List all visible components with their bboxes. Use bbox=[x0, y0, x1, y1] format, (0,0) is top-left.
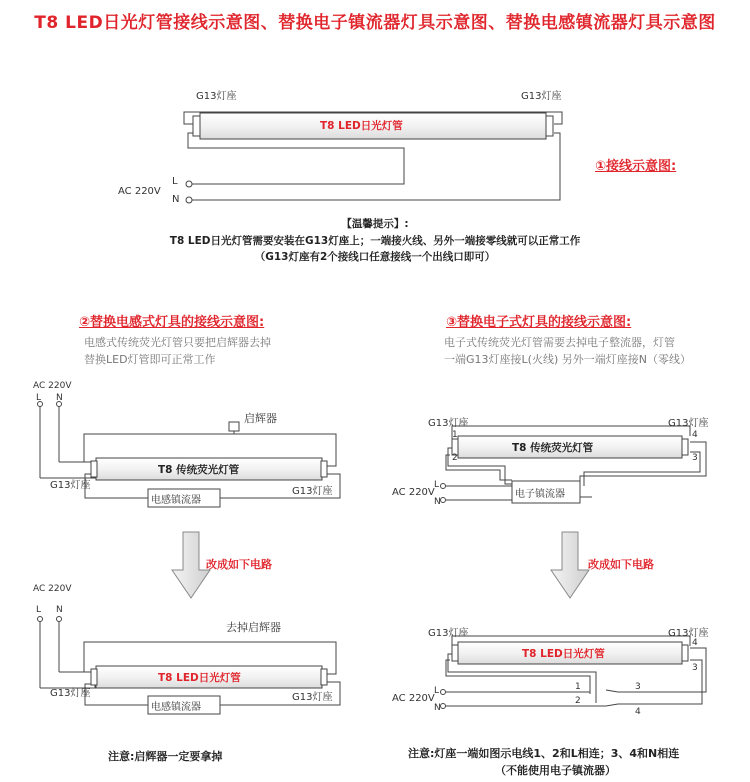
ballast-label: 电感镇流器 bbox=[151, 702, 201, 713]
g13-label-right: G13灯座 bbox=[668, 418, 709, 429]
arrow-label: 改成如下电路 bbox=[588, 558, 654, 571]
desc-line-2: 一端G13灯座接L(火线) 另外一端灯座接N（零线） bbox=[444, 353, 691, 366]
note-label: 注意:启辉器一定要拿掉 bbox=[108, 750, 223, 763]
pin-number-2: 2 bbox=[452, 453, 458, 463]
desc-line-1: 电感式传统荧光灯管只要把启辉器去掉 bbox=[84, 336, 271, 349]
n-label: N bbox=[434, 497, 441, 507]
ac-voltage-label: AC 220V bbox=[392, 693, 435, 704]
g13-label-left: G13灯座 bbox=[50, 688, 91, 699]
tips-line-2: （G13灯座有2个接线口任意接线一个出线口即可） bbox=[254, 251, 496, 263]
g13-label-right: G13灯座 bbox=[292, 692, 333, 703]
l-label: L bbox=[434, 686, 440, 696]
tube-label: T8 LED日光灯管 bbox=[522, 648, 605, 660]
g13-label-right: G13灯座 bbox=[521, 91, 562, 102]
pin-number-4: 4 bbox=[692, 430, 698, 440]
ac-voltage-label: AC 220V bbox=[33, 381, 72, 391]
ballast-label: 电子镇流器 bbox=[515, 489, 565, 500]
starter-label: 启辉器 bbox=[244, 412, 277, 425]
remove-starter-label: 去掉启辉器 bbox=[226, 621, 281, 634]
g13-label-right: G13灯座 bbox=[668, 628, 709, 639]
pin-number-1: 1 bbox=[575, 682, 581, 692]
pin-number-3: 3 bbox=[635, 682, 641, 692]
ac-voltage-label: AC 220V bbox=[118, 186, 161, 197]
end-cap bbox=[546, 116, 553, 136]
section-heading-3: ③替换电子式灯具的接线示意图: bbox=[446, 315, 632, 330]
g13-label-left: G13灯座 bbox=[196, 91, 237, 102]
n-label: N bbox=[56, 605, 63, 615]
tips-header: 【温馨提示】: bbox=[341, 218, 409, 230]
terminal-l bbox=[186, 181, 192, 187]
l-label: L bbox=[36, 605, 42, 615]
desc-line-2: 替换LED灯管即可正常工作 bbox=[84, 353, 216, 366]
end-cap bbox=[193, 116, 200, 136]
arrow-down-icon bbox=[551, 532, 589, 598]
l-label: L bbox=[172, 176, 178, 187]
pin-number-4: 4 bbox=[635, 707, 641, 717]
n-label: N bbox=[56, 393, 63, 403]
l-label: L bbox=[36, 393, 42, 403]
tube-label: T8 LED日光灯管 bbox=[158, 672, 241, 684]
tube-label: T8 传统荧光灯管 bbox=[158, 464, 240, 476]
pin-number-3: 3 bbox=[692, 663, 698, 673]
g13-label-left: G13灯座 bbox=[428, 418, 469, 429]
tube-label: T8 LED日光灯管 bbox=[320, 120, 403, 132]
section-heading-2: ②替换电感式灯具的接线示意图: bbox=[79, 315, 265, 330]
note-line-2: （不能使用电子镇流器） bbox=[495, 764, 616, 777]
terminal-n bbox=[186, 197, 192, 203]
ac-voltage-label: AC 220V bbox=[33, 584, 72, 594]
ballast-label: 电感镇流器 bbox=[151, 495, 201, 506]
starter-box bbox=[229, 422, 239, 431]
pin-number-3: 3 bbox=[692, 453, 698, 463]
page-title: T8 LED日光灯管接线示意图、替换电子镇流器灯具示意图、替换电感镇流器灯具示意图 bbox=[34, 13, 716, 33]
arrow-down-icon bbox=[172, 532, 210, 598]
pin-number-1: 1 bbox=[452, 430, 458, 440]
arrow-label: 改成如下电路 bbox=[206, 558, 272, 571]
section-heading-1: ①接线示意图: bbox=[595, 159, 677, 174]
g13-label-left: G13灯座 bbox=[50, 480, 91, 491]
g13-label-left: G13灯座 bbox=[428, 628, 469, 639]
ac-voltage-label: AC 220V bbox=[392, 487, 435, 498]
pin-number-4: 4 bbox=[692, 638, 698, 648]
n-label: N bbox=[434, 703, 441, 713]
tube-label: T8 传统荧光灯管 bbox=[512, 442, 594, 454]
desc-line-1: 电子式传统荧光灯管需要去掉电子整流器，灯管 bbox=[444, 336, 675, 349]
note-line-1: 注意:灯座一端如图示电线1、2和L相连；3、4和N相连 bbox=[408, 747, 680, 760]
l-label: L bbox=[434, 480, 440, 490]
tips-line-1: T8 LED日光灯管需要安装在G13灯座上；一端接火线、另外一端接零线就可以正常工作 bbox=[169, 235, 581, 247]
pin-number-2: 2 bbox=[575, 696, 581, 706]
n-label: N bbox=[172, 194, 180, 205]
g13-label-right: G13灯座 bbox=[292, 486, 333, 497]
